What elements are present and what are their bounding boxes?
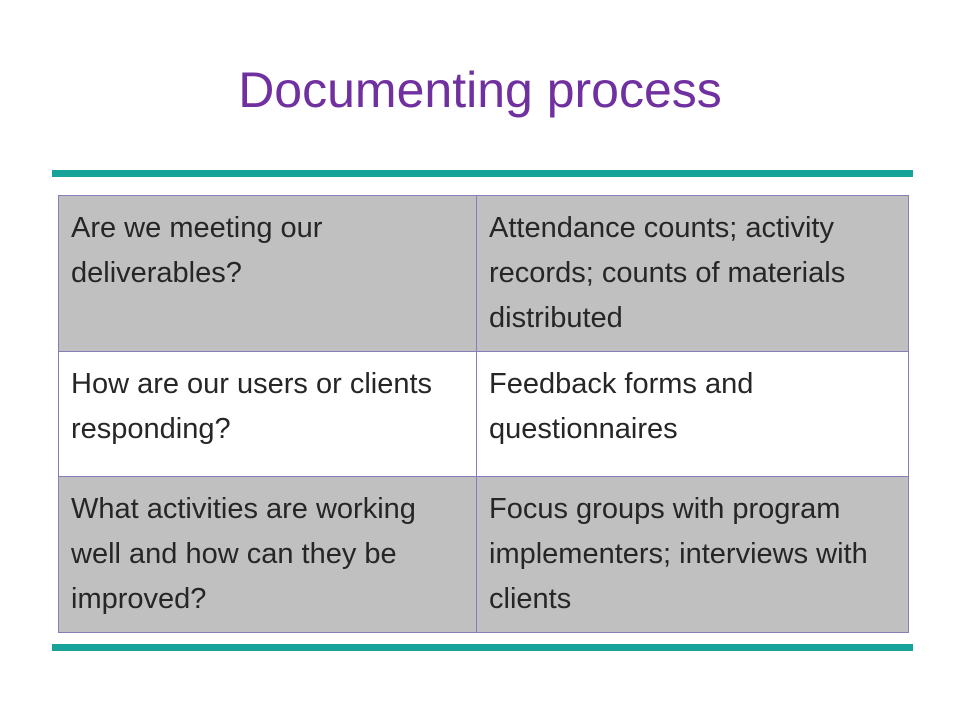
method-cell: Attendance counts; activity records; counts of materials distributed — [477, 196, 909, 352]
question-cell: How are our users or clients responding? — [59, 352, 477, 477]
method-cell: Feedback forms and questionnaires — [477, 352, 909, 477]
slide-title: Documenting process — [238, 62, 722, 118]
top-divider — [52, 170, 913, 177]
bottom-divider — [52, 644, 913, 651]
documenting-table — [58, 195, 909, 633]
table-row — [59, 196, 909, 352]
question-cell: Are we meeting our deliverables? — [59, 196, 477, 352]
method-cell: Focus groups with program implementers; interviews with clients — [477, 477, 909, 633]
question-cell: What activities are working well and how can they be improved? — [59, 477, 477, 633]
table-row — [59, 477, 909, 633]
table-row — [59, 352, 909, 477]
